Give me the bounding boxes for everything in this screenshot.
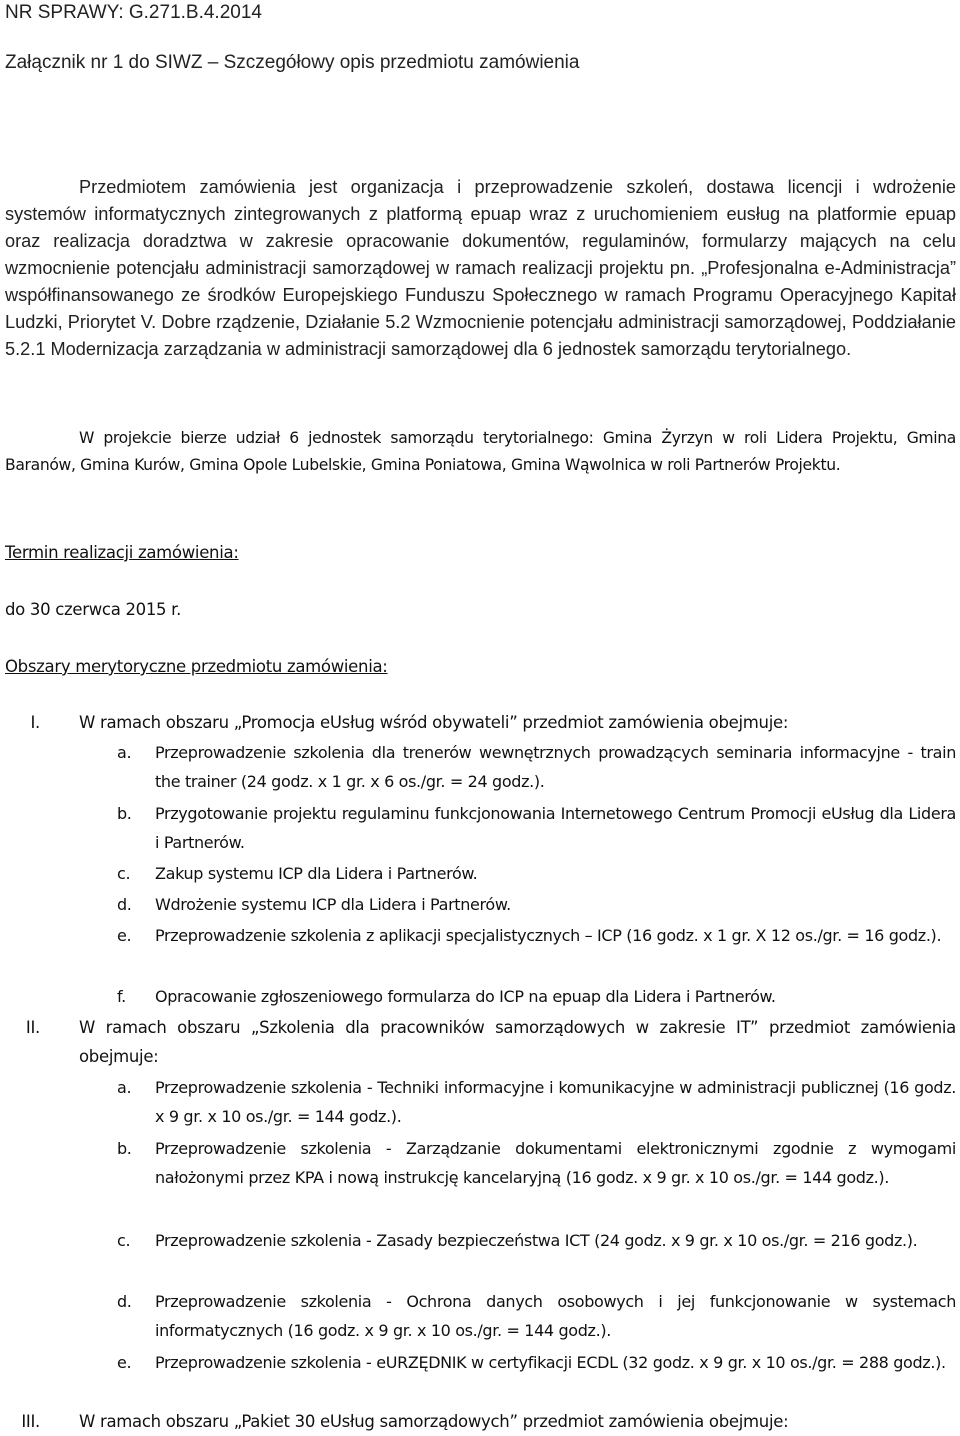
area-text: W ramach obszaru „Promocja eUsług wśród obywateli” przedmiot zamówienia obejmuje: — [79, 713, 789, 732]
deadline-heading: Termin realizacji zamówienia: — [5, 543, 239, 562]
area-text: W ramach obszaru „Pakiet 30 eUsług samorządowych” przedmiot zamówienia obejmuje: — [79, 1412, 789, 1431]
area-number: II. — [25, 1018, 40, 1037]
sub-text: Przeprowadzenie szkolenia - Zarządzanie dokumentami elektronicznymi zgodnie z wymogami nałożonymi przez KPA i nową instrukcję kancelaryjną (16 godz. x 9 gr. x 10 os./gr. = 144 godz.). — [155, 1139, 956, 1187]
intro-text: Przedmiotem zamówienia jest organizacja i przeprowadzenie szkoleń, dostawa licencji i wdrożenie systemów informatycznych zintegrowanych z platformą epuap wraz z uruchomieniem eusług na platformie epuap oraz realizacja doradztwa w zakresie opracowanie dokumentów, regulaminów, formularzy mających na celu wzmocnienie potencjału administracji samorządowej w ramach realizacji projektu pn. „Profesjonalna e-Administracja” współfinansowanego ze środków Europejskiego Funduszu Społecznego w ramach Programu Operacyjnego Kapitał Ludzki, Priorytet V. Dobre rządzenie, Działanie 5.2 Wzmocnienie potencjału administracji samorządowej, Poddziałanie 5.2.1 Modernizacja zarządzania w administracji samorządowej dla 6 jednostek samorządu terytorialnego. — [5, 177, 956, 359]
sub-letter: c. — [117, 1231, 131, 1250]
area-number: I. — [30, 713, 40, 732]
sub-text: Przeprowadzenie szkolenia z aplikacji specjalistycznych – ICP (16 godz. x 1 gr. X 12 os./gr. = 16 godz.). — [155, 926, 942, 945]
sub-text: Przeprowadzenie szkolenia - eURZĘDNIK w certyfikacji ECDL (32 godz. x 9 gr. x 10 os./gr. = 288 godz.). — [155, 1353, 946, 1372]
sub-text: Przeprowadzenie szkolenia - Zasady bezpieczeństwa ICT (24 godz. x 9 gr. x 10 os./gr. = 216 godz.). — [155, 1231, 918, 1250]
areas-heading: Obszary merytoryczne przedmiotu zamówienia: — [5, 657, 388, 676]
sub-letter: b. — [117, 804, 132, 823]
sub-letter: d. — [117, 895, 132, 914]
sub-letter: b. — [117, 1139, 132, 1158]
sub-letter: d. — [117, 1292, 132, 1311]
participants-paragraph — [5, 425, 956, 479]
sub-letter: a. — [117, 1078, 132, 1097]
sub-text: Opracowanie zgłoszeniowego formularza do ICP na epuap dla Lidera i Partnerów. — [155, 987, 776, 1006]
case-number: NR SPRAWY: G.271.B.4.2014 — [5, 2, 262, 23]
sub-letter: e. — [117, 926, 132, 945]
sub-letter: f. — [117, 987, 126, 1006]
sub-letter: a. — [117, 743, 132, 762]
area-text: W ramach obszaru „Szkolenia dla pracowników samorządowych w zakresie IT” przedmiot zamówienia obejmuje: — [79, 1018, 956, 1066]
attachment-title: Załącznik nr 1 do SIWZ – Szczegółowy opis przedmiotu zamówienia — [5, 52, 580, 73]
sub-text: Wdrożenie systemu ICP dla Lidera i Partnerów. — [155, 895, 511, 914]
sub-text: Przeprowadzenie szkolenia - Techniki informacyjne i komunikacyjne w administracji publicznej (16 godz. x 9 gr. x 10 os./gr. = 144 godz.). — [155, 1078, 956, 1126]
sub-letter: e. — [117, 1353, 132, 1372]
sub-text: Przeprowadzenie szkolenia - Ochrona danych osobowych i jej funkcjonowanie w systemach informatycznych (16 godz. x 9 gr. x 10 os./gr. = 144 godz.). — [155, 1292, 956, 1340]
sub-letter: c. — [117, 864, 131, 883]
participants-text: W projekcie bierze udział 6 jednostek samorządu terytorialnego: Gmina Żyrzyn w roli Lidera Projektu, Gmina Baranów, Gmina Kurów, Gmina Opole Lubelskie, Gmina Poniatowa, Gmina Wąwolnica w roli Partnerów Projektu. — [5, 429, 956, 475]
area-number: III. — [21, 1412, 40, 1431]
sub-text: Przeprowadzenie szkolenia dla trenerów wewnętrznych prowadzących seminaria informacyjne - train the trainer (24 godz. x 1 gr. x 6 os./gr. = 24 godz.). — [155, 743, 956, 791]
sub-text: Przygotowanie projektu regulaminu funkcjonowania Internetowego Centrum Promocji eUsług dla Lidera i Partnerów. — [155, 804, 956, 852]
deadline-text: do 30 czerwca 2015 r. — [5, 600, 182, 619]
intro-paragraph — [5, 174, 956, 363]
sub-text: Zakup systemu ICP dla Lidera i Partnerów. — [155, 864, 478, 883]
